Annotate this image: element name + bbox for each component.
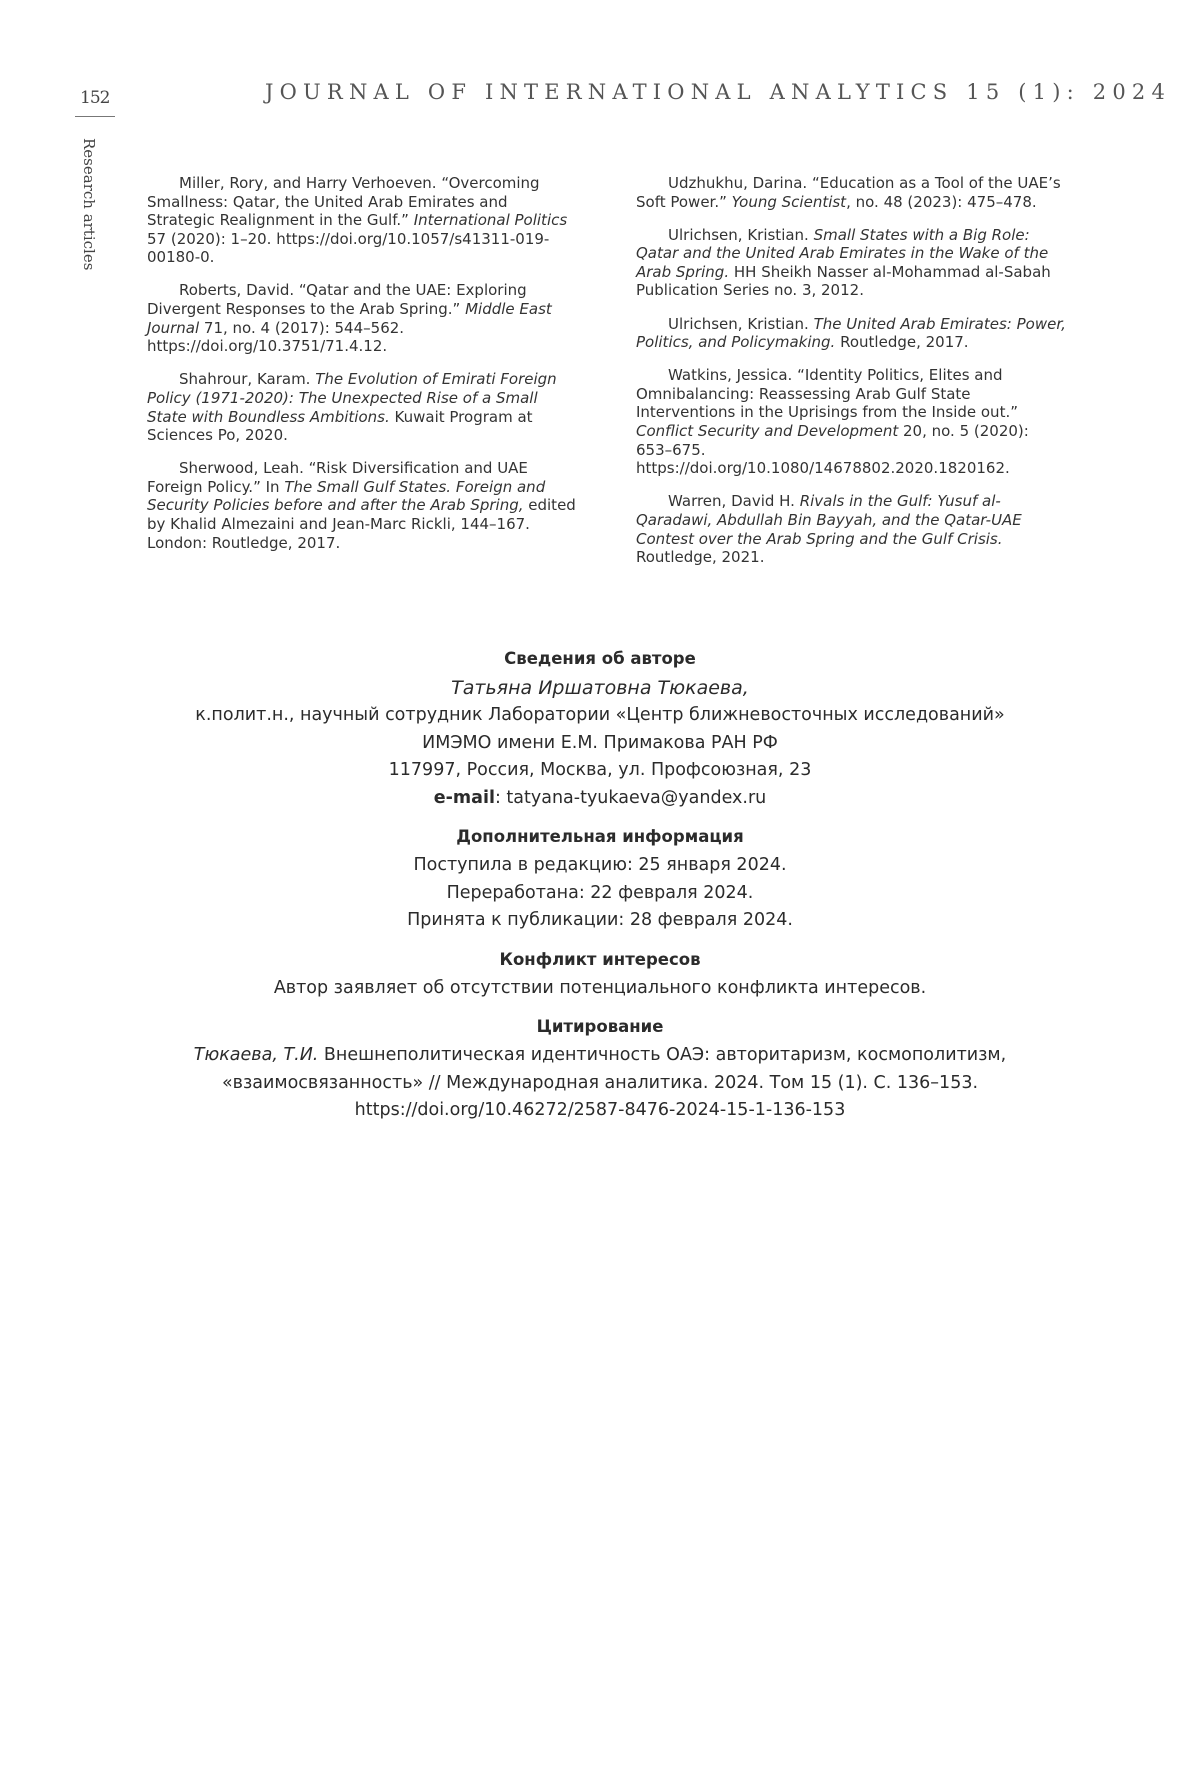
reference-author: Warren, David H. bbox=[668, 492, 795, 511]
email-label: e-mail bbox=[433, 787, 495, 808]
reference-details: 71, no. 4 (2017): 544–562. https://doi.org/10.3751/71.4.12. bbox=[147, 318, 405, 356]
reference-author: Sherwood, Leah. bbox=[179, 459, 304, 478]
reference-author: Roberts, David. bbox=[179, 281, 295, 300]
reference-author: Ulrichsen, Kristian. bbox=[668, 225, 809, 244]
author-address: 117997, Россия, Москва, ул. Профсоюзная, 23 bbox=[388, 760, 812, 780]
reference-details: Kuwait Program at Sciences Po, 2020. bbox=[147, 407, 533, 445]
reference-author: Watkins, Jessica. bbox=[668, 366, 793, 385]
author-institution: ИМЭМО имени Е.М. Примакова РАН РФ bbox=[422, 732, 778, 753]
reference-details: HH Sheikh Nasser al-Mohammad al-Sabah Publication Series no. 3, 2012. bbox=[636, 262, 1051, 300]
citation-doi[interactable]: https://doi.org/10.46272/2587-8476-2024-15-1-136-153 bbox=[354, 1100, 846, 1120]
reference-text: “Identity Politics, Elites and Omnibalancing: Reassessing Arab Gulf State Interventions in the Uprisings from the Inside out.” bbox=[636, 366, 1018, 422]
reference-entry bbox=[147, 174, 579, 267]
reference-author: Miller, Rory, and Harry Verhoeven. bbox=[179, 174, 437, 192]
received-date: Поступила в редакцию: 25 января 2024. bbox=[413, 855, 787, 875]
reference-text: “Education as a Tool of the UAE’s Soft Power.” bbox=[636, 174, 1061, 211]
reference-text: “Risk Diversification and UAE Foreign Policy.” In bbox=[147, 459, 528, 496]
reference-title: Small States with a Big Role: Qatar and the United Arab Emirates in the Wake of the Arab Spring. bbox=[636, 225, 1049, 281]
reference-entry bbox=[636, 492, 1068, 566]
reference-title: International Politics bbox=[413, 211, 568, 230]
citation-heading: Цитирование bbox=[536, 1017, 664, 1036]
reference-author: Shahrour, Karam. bbox=[179, 370, 311, 389]
references-right-column bbox=[636, 174, 1068, 581]
conflict-section bbox=[150, 949, 1050, 1003]
references-left-column bbox=[147, 174, 579, 567]
reference-author: Ulrichsen, Kristian. bbox=[668, 314, 809, 333]
reference-details: edited by Khalid Almezaini and Jean-Marc Rickli, 144–167. London: Routledge, 2017. bbox=[147, 496, 576, 552]
journal-title: JOURNAL OF INTERNATIONAL ANALYTICS 15 (1): 2024 bbox=[265, 80, 1171, 104]
reference-title: Rivals in the Gulf: Yusuf al-Qaradawi, Abdullah Bin Bayyah, and the Qatar-UAE Contest over the Arab Spring and the Gulf Crisis. bbox=[636, 492, 1022, 548]
reference-details: 20, no. 5 (2020): 653–675. https://doi.org/10.1080/14678802.2020.1820162. bbox=[636, 422, 1029, 478]
reference-entry bbox=[147, 459, 579, 552]
conflict-statement: Автор заявляет об отсутствии потенциального конфликта интересов. bbox=[273, 977, 927, 998]
reference-title: Middle East Journal bbox=[147, 300, 552, 337]
reference-entry bbox=[636, 226, 1068, 300]
citation-title: Внешнеполитическая идентичность ОАЭ: авторитаризм, космополитизм, bbox=[318, 1045, 1007, 1065]
reference-entry bbox=[147, 281, 579, 355]
additional-info-heading: Дополнительная информация bbox=[456, 827, 744, 846]
citation-author: Тюкаева, Т.И. bbox=[193, 1045, 319, 1065]
accepted-date: Принята к публикации: 28 февраля 2024. bbox=[407, 910, 793, 930]
email-address[interactable]: tatyana-tyukaeva@yandex.ru bbox=[506, 787, 767, 808]
additional-info-section bbox=[150, 826, 1050, 935]
header-divider bbox=[75, 116, 115, 117]
reference-title: Young Scientist bbox=[731, 192, 847, 211]
reference-details: Routledge, 2017. bbox=[835, 333, 969, 352]
email-separator: : bbox=[494, 787, 507, 808]
reference-entry bbox=[636, 174, 1068, 211]
reference-title: The United Arab Emirates: Power, Politics, and Policymaking. bbox=[636, 314, 1066, 352]
reference-title: The Evolution of Emirati Foreign Policy (1971-2020): The Unexpected Rise of a Small State with Boundless Ambitions. bbox=[147, 370, 557, 426]
author-position: к.полит.н., научный сотрудник Лаборатории «Центр ближневосточных исследований» bbox=[195, 705, 1005, 725]
author-name: Татьяна Иршатовна Тюкаева, bbox=[451, 677, 749, 699]
reference-entry bbox=[636, 315, 1068, 352]
citation-section bbox=[150, 1016, 1050, 1125]
reference-entry bbox=[636, 366, 1068, 478]
section-side-label: Research articles bbox=[80, 138, 98, 271]
page-number: 152 bbox=[80, 88, 110, 108]
reference-title: The Small Gulf States. Foreign and Security Policies before and after the Arab Spring, bbox=[147, 477, 546, 515]
reference-details: Routledge, 2021. bbox=[636, 548, 765, 567]
reference-text: “Qatar and the UAE: Exploring Divergent Responses to the Arab Spring.” bbox=[147, 281, 527, 319]
article-metadata bbox=[150, 648, 1050, 1139]
author-info-heading: Сведения об авторе bbox=[504, 649, 696, 668]
reference-details: , no. 48 (2023): 475–478. bbox=[846, 192, 1037, 211]
reference-author: Udzhukhu, Darina. bbox=[668, 174, 808, 192]
reference-entry bbox=[147, 370, 579, 444]
reference-title: Conflict Security and Development bbox=[636, 422, 899, 441]
revised-date: Переработана: 22 февраля 2024. bbox=[446, 882, 754, 903]
reference-text: “Overcoming Smallness: Qatar, the United Arab Emirates and Strategic Realignment in the Gulf.” bbox=[147, 174, 540, 230]
reference-details: 57 (2020): 1–20. https://doi.org/10.1057/s41311-019-00180-0. bbox=[147, 229, 550, 267]
citation-line-2: «взаимосвязанность» // Международная аналитика. 2024. Том 15 (1). С. 136–153. bbox=[221, 1072, 979, 1093]
author-email bbox=[150, 785, 1050, 813]
author-info-section bbox=[150, 648, 1050, 812]
citation-line-1 bbox=[150, 1042, 1050, 1070]
conflict-heading: Конфликт интересов bbox=[499, 949, 701, 969]
